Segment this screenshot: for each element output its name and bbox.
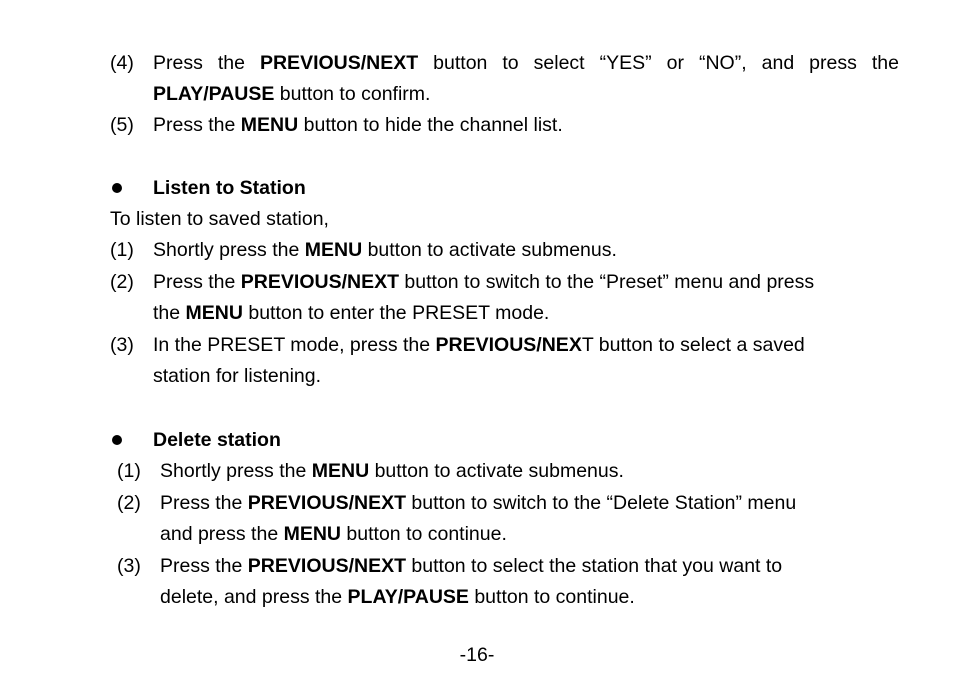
step-4-line-1: Press the PREVIOUS/NEXT button to select “YES” or “NO”, and press the	[153, 52, 899, 74]
step-number: (2)	[117, 492, 141, 514]
step-4-line-2: PLAY/PAUSE button to confirm.	[153, 83, 431, 105]
step-5-line: Press the MENU button to hide the channel list.	[153, 114, 563, 136]
step-number: (3)	[117, 555, 141, 577]
section-heading-delete: Delete station	[153, 429, 281, 451]
listen-step-3-line-2: station for listening.	[153, 365, 322, 387]
listen-step-2-line-2: the MENU button to enter the PRESET mode.	[153, 302, 550, 324]
section-heading-listen: Listen to Station	[153, 177, 306, 199]
delete-step-3-line-1: Press the PREVIOUS/NEXT button to select the station that you want to	[160, 555, 783, 577]
delete-step-2-line-1: Press the PREVIOUS/NEXT button to switch to the “Delete Station” menu	[160, 492, 797, 514]
step-number: (5)	[110, 114, 134, 136]
step-number: (1)	[117, 460, 141, 482]
delete-step-2-line-2: and press the MENU button to continue.	[160, 523, 507, 545]
delete-step-1: Shortly press the MENU button to activate submenus.	[160, 460, 624, 482]
listen-step-2-line-1: Press the PREVIOUS/NEXT button to switch to the “Preset” menu and press	[153, 271, 815, 293]
step-number: (2)	[110, 271, 134, 293]
step-number: (3)	[110, 334, 134, 356]
listen-step-3-line-1: In the PRESET mode, press the PREVIOUS/NEXT button to select a saved	[153, 334, 805, 356]
listen-step-1: Shortly press the MENU button to activate submenus.	[153, 239, 617, 261]
bullet-icon	[112, 435, 122, 445]
step-number: (4)	[110, 52, 134, 74]
page-number: -16-	[459, 644, 495, 666]
listen-intro: To listen to saved station,	[110, 208, 329, 230]
step-number: (1)	[110, 239, 134, 261]
delete-step-3-line-2: delete, and press the PLAY/PAUSE button to continue.	[160, 586, 635, 608]
bullet-icon	[112, 183, 122, 193]
